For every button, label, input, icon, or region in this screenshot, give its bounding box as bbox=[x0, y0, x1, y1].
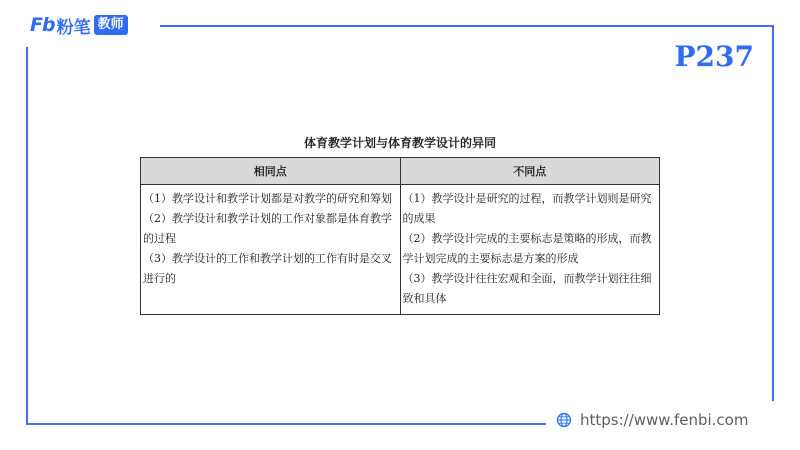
table-title: 体育教学计划与体育教学设计的异同 bbox=[303, 136, 496, 150]
logo-mark: Fb bbox=[30, 14, 55, 36]
frame-top-line bbox=[160, 25, 774, 27]
header-same: 相同点 bbox=[141, 158, 401, 185]
globe-icon bbox=[556, 412, 572, 428]
table-header-row bbox=[141, 158, 660, 185]
table-row bbox=[141, 185, 660, 315]
different-points-cell bbox=[400, 185, 660, 315]
frame-left-line bbox=[26, 47, 28, 425]
frame-right-line bbox=[772, 25, 774, 401]
header-different: 不同点 bbox=[400, 158, 660, 185]
different-item-1: （1）教学设计是研究的过程，而教学计划则是研究的成果 bbox=[402, 192, 652, 225]
different-item-2: （2）教学设计完成的主要标志是策略的形成，而教学计划完成的主要标志是方案的形成 bbox=[402, 232, 652, 265]
same-item-3: （3）教学设计的工作和教学计划的工作有时是交叉进行的 bbox=[143, 252, 392, 285]
brand-logo bbox=[30, 12, 128, 38]
same-points-cell bbox=[141, 185, 401, 315]
frame-bottom-line bbox=[26, 423, 546, 425]
logo-badge: 教师 bbox=[94, 15, 128, 35]
page-number: P237 bbox=[674, 40, 754, 73]
same-item-2: （2）教学设计和教学计划的工作对象都是体育教学的过程 bbox=[143, 212, 392, 245]
different-item-3: （3）教学设计往往宏观和全面，而教学计划往往细致和具体 bbox=[402, 272, 652, 305]
logo-text: 粉笔 bbox=[56, 17, 91, 38]
footer-url bbox=[556, 411, 748, 429]
website-url[interactable]: https://www.fenbi.com bbox=[580, 411, 749, 429]
same-item-1: （1）教学设计和教学计划都是对教学的研究和筹划 bbox=[143, 192, 392, 205]
comparison-table bbox=[140, 157, 660, 315]
